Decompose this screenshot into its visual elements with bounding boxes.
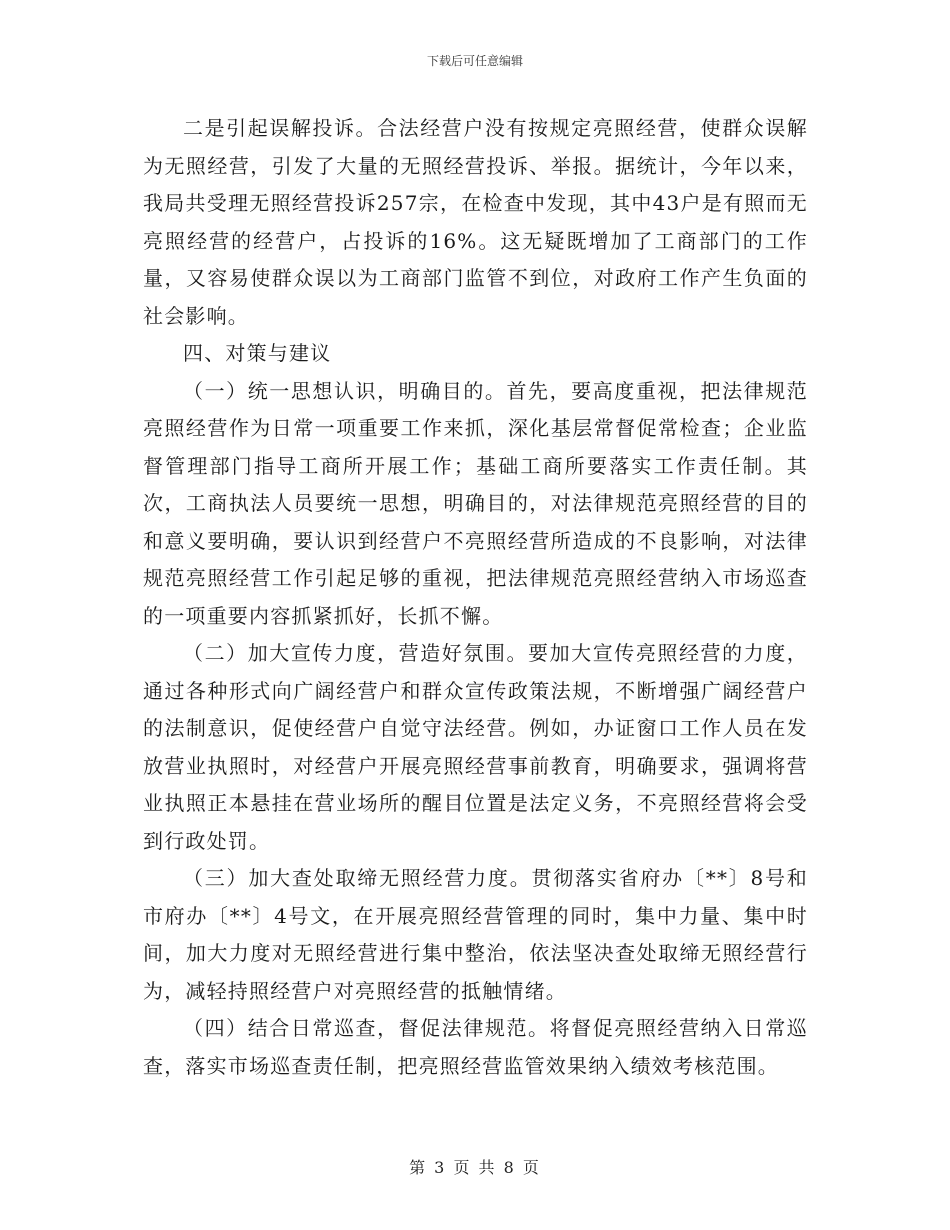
page-header-note: 下载后可任意编辑 [426,54,523,68]
paragraph-crackdown: （三）加大查处取缔无照经营力度。贯彻落实省府办〔**〕8号和市府办〔**〕4号文，在开展亮照经营管理的同时，集中力量、集中时间，加大力度对无照经营进行集中整治，依法坚决查处取缔无照经营行为，减轻持照经营户对亮照经营的抵触情绪。 [143,866,808,1003]
paragraph-publicity: （二）加大宣传力度，营造好氛围。要加大宣传亮照经营的力度，通过各种形式向广阔经营户和群众宣传政策法规，不断增强广阔经营户的法制意识，促使经营户自觉守法经营。例如，办证窗口工作人员在发放营业执照时，对经营户开展亮照经营事前教育，明确要求，强调将营业执照正本悬挂在营业场所的醒目位置是法定义务，不亮照经营将会受到行政处罚。 [143,641,808,853]
paragraph-complaints: 二是引起误解投诉。合法经营户没有按规定亮照经营，使群众误解为无照经营，引发了大量的无照经营投诉、举报。据统计，今年以来，我局共受理无照经营投诉257宗，在检查中发现，其中43户是有照而无亮照经营的经营户，占投诉的16%。这无疑既增加了工商部门的工作量，又容易使群众误以为工商部门监管不到位，对政府工作产生负面的社会影响。 [143,116,808,328]
page-number: 第 3 页 共 8 页 [409,1158,541,1177]
paragraph-daily-inspection: （四）结合日常巡查，督促法律规范。将督促亮照经营纳入日常巡查，落实市场巡查责任制，把亮照经营监管效果纳入绩效考核范围。 [143,1016,808,1078]
section-heading-countermeasures: 四、对策与建议 [183,341,332,365]
paragraph-unify-thinking: （一）统一思想认识，明确目的。首先，要高度重视，把法律规范亮照经营作为日常一项重要工作来抓，深化基层常督促常检查；企业监督管理部门指导工商所开展工作；基础工商所要落实工作责任制。其次，工商执法人员要统一思想，明确目的，对法律规范亮照经营的目的和意义要明确，要认识到经营户不亮照经营所造成的不良影响，对法律规范亮照经营工作引起足够的重视，把法律规范亮照经营纳入市场巡查的一项重要内容抓紧抓好，长抓不懈。 [143,378,808,628]
document-body [143,110,808,1085]
